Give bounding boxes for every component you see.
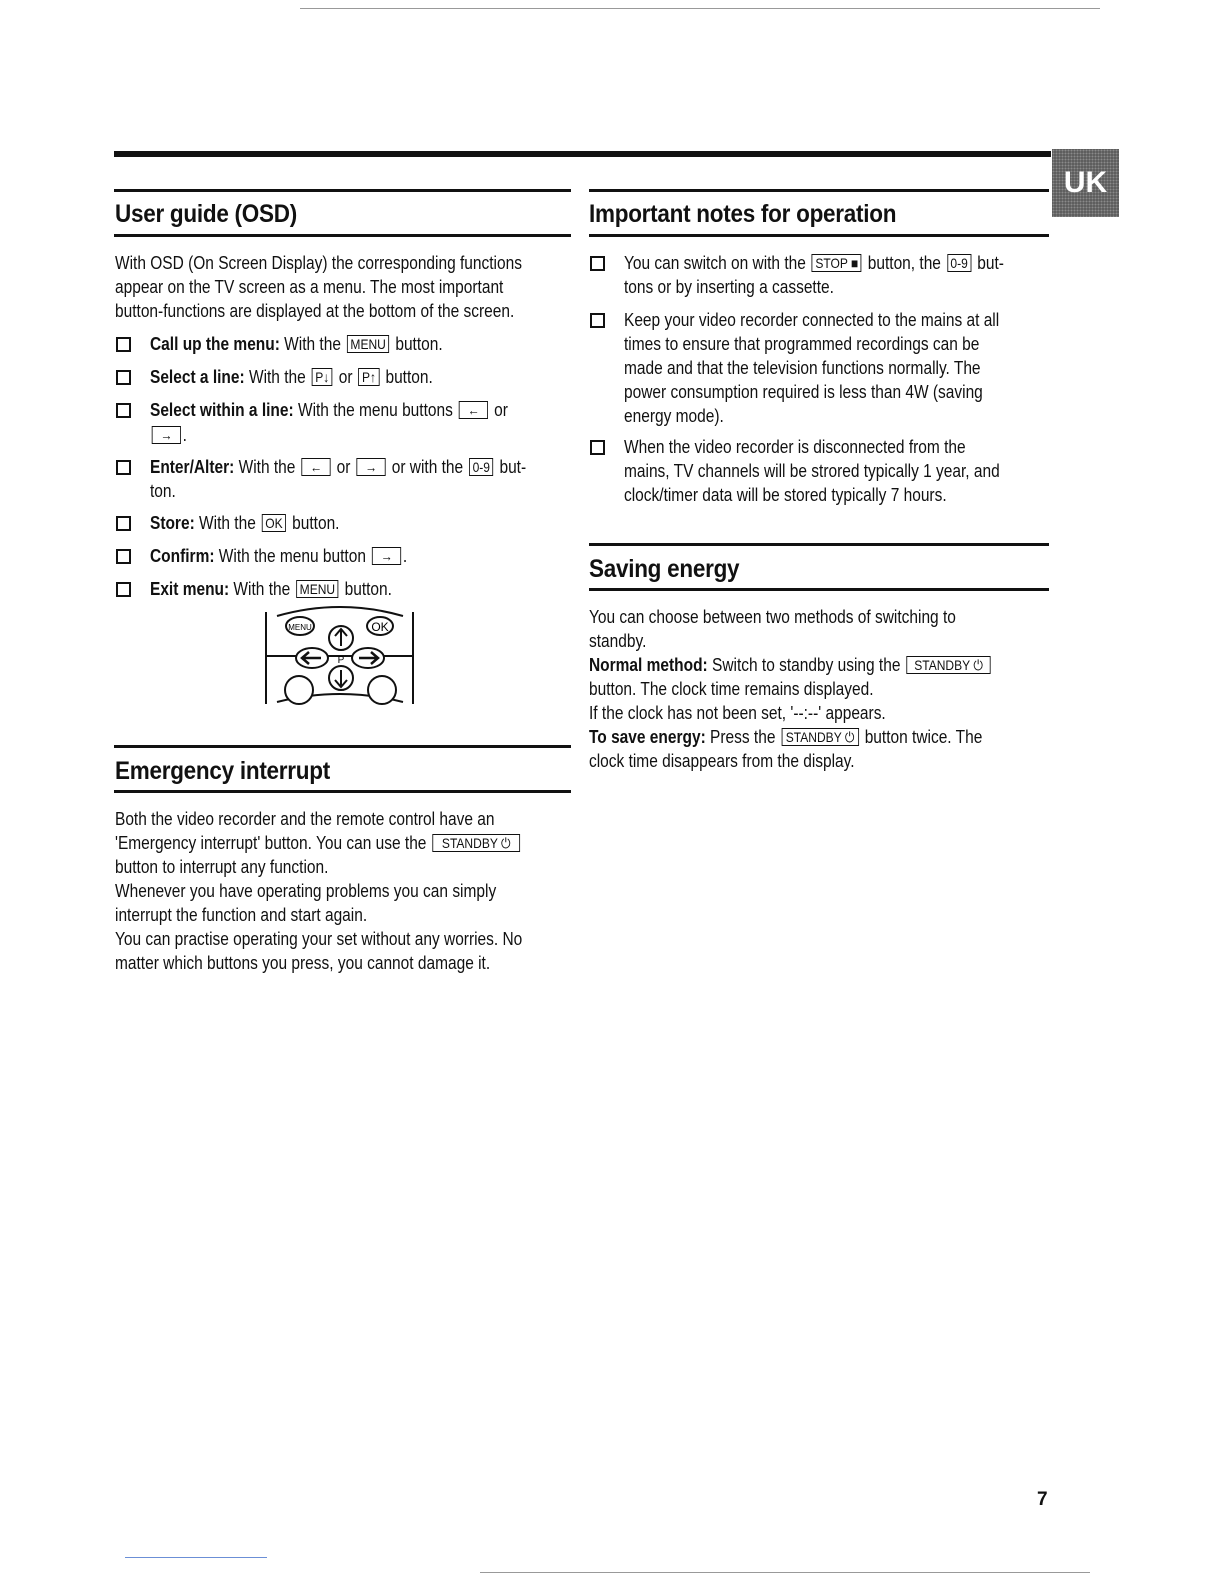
ok-button-icon — [367, 617, 393, 635]
menu-key: MENU — [347, 335, 389, 353]
lower-right-button-icon — [368, 676, 396, 704]
emergency-line-7: matter which buttons you press, you cannot damage it. — [115, 953, 491, 973]
checkbox-bullet — [116, 549, 131, 564]
list-item-exit-menu: Exit menu: With the MENU button. — [150, 579, 392, 599]
list-item-select-within-cont: → . — [150, 423, 187, 447]
important-item-3-line-1: When the video recorder is disconnected from the — [624, 437, 966, 457]
top-rule — [114, 151, 1051, 157]
list-item-confirm: Confirm: With the menu button → . — [150, 546, 408, 566]
checkbox-bullet — [116, 460, 131, 475]
right-arrow-key: → — [152, 426, 181, 444]
scan-underline-blue — [125, 1557, 267, 1558]
digit-keys: 0-9 — [947, 254, 971, 272]
saving-rule-top — [589, 543, 1049, 546]
emergency-line-4: Whenever you have operating problems you can simply — [115, 881, 497, 901]
emergency-line-6: You can practise operating your set without any worries. No — [115, 929, 523, 949]
user-guide-intro-2: appear on the TV screen as a menu. The most important — [115, 277, 504, 297]
emergency-rule-top — [114, 745, 571, 748]
checkbox-bullet — [116, 403, 131, 418]
emergency-line-2: 'Emergency interrupt' button. You can use the STANDBY ⏻ — [115, 831, 522, 855]
list-item-enter-alter-cont: ton. — [150, 481, 176, 501]
list-item-store: Store: With the OK button. — [150, 513, 340, 533]
user-guide-rule-bottom — [114, 234, 571, 237]
right-arrow-icon — [352, 648, 384, 668]
saving-rule-bottom — [589, 588, 1049, 591]
checkbox-bullet — [116, 582, 131, 597]
important-item-3-line-2: mains, TV channels will be strored typically 1 year, and — [624, 461, 1000, 481]
saving-line-4: button. The clock time remains displayed. — [589, 679, 874, 699]
saving-line-3: Normal method: Switch to standby using the STANDBY ⏻ — [589, 653, 992, 677]
saving-line-7: clock time disappears from the display. — [589, 751, 855, 771]
user-guide-intro-1: With OSD (On Screen Display) the corresponding functions — [115, 253, 522, 273]
important-rule-top — [589, 189, 1049, 192]
p-down-key: P↓ — [312, 368, 333, 386]
right-arrow-key: → — [356, 458, 385, 476]
digit-keys: 0-9 — [469, 458, 493, 476]
standby-key: STANDBY ⏻ — [906, 656, 990, 674]
ok-key: OK — [262, 514, 286, 532]
p-label: P — [337, 655, 345, 666]
important-item-1-cont: tons or by inserting a cassette. — [624, 277, 834, 297]
emergency-line-1: Both the video recorder and the remote control have an — [115, 809, 495, 829]
left-arrow-key: ← — [459, 401, 488, 419]
important-item-2-line-1: Keep your video recorder connected to the mains at all — [624, 310, 1000, 330]
emergency-line-5: interrupt the function and start again. — [115, 905, 368, 925]
svg-text:OK: OK — [371, 620, 389, 634]
user-guide-title: User guide (OSD) — [115, 200, 297, 228]
saving-title: Saving energy — [589, 555, 740, 583]
saving-line-6: To save energy: Press the STANDBY ⏻ button twice. The — [589, 727, 983, 747]
saving-line-1: You can choose between two methods of switching to — [589, 607, 956, 627]
standby-key: STANDBY ⏻ — [432, 834, 520, 852]
language-tab: UK — [1052, 149, 1119, 217]
remote-control-illustration — [255, 606, 425, 710]
checkbox-bullet — [590, 256, 605, 271]
menu-button-icon — [286, 617, 314, 635]
important-title: Important notes for operation — [589, 200, 897, 228]
user-guide-rule-top — [114, 189, 571, 192]
checkbox-bullet — [590, 440, 605, 455]
emergency-line-3: button to interrupt any function. — [115, 857, 329, 877]
important-item-2-line-3: made and that the television functions normally. The — [624, 358, 981, 378]
page-number: 7 — [1037, 1489, 1048, 1510]
lower-left-button-icon — [285, 676, 313, 704]
list-item-select-line: Select a line: With the P↓ or P↑ button. — [150, 367, 433, 387]
checkbox-bullet — [590, 313, 605, 328]
checkbox-bullet — [116, 516, 131, 531]
right-arrow-key: → — [372, 547, 401, 565]
saving-line-2: standby. — [589, 631, 647, 651]
scan-line-top — [300, 8, 1100, 9]
menu-key: MENU — [296, 580, 338, 598]
important-item-2-line-4: power consumption required is less than 4W (saving — [624, 382, 983, 402]
important-rule-bottom — [589, 234, 1049, 237]
important-item-3-line-3: clock/timer data will be stored typically 7 hours. — [624, 485, 947, 505]
left-arrow-icon — [296, 648, 328, 668]
p-up-key: P↑ — [359, 368, 380, 386]
left-arrow-key: ← — [301, 458, 330, 476]
scan-line-bottom — [480, 1572, 1090, 1573]
standby-key: STANDBY ⏻ — [781, 728, 858, 746]
important-item-2-line-5: energy mode). — [624, 406, 724, 426]
up-arrow-icon — [329, 626, 353, 650]
checkbox-bullet — [116, 337, 131, 352]
emergency-rule-bottom — [114, 790, 571, 793]
checkbox-bullet — [116, 370, 131, 385]
emergency-title: Emergency interrupt — [115, 757, 330, 785]
important-item-2-line-2: times to ensure that programmed recordings can be — [624, 334, 980, 354]
svg-text:MENU: MENU — [288, 623, 312, 632]
list-item-call-menu: Call up the menu: With the MENU button. — [150, 334, 443, 354]
important-item-1: You can switch on with the STOP ■ button, the 0-9 but- — [624, 253, 1004, 273]
user-guide-intro-3: button-functions are displayed at the bottom of the screen. — [115, 301, 515, 321]
stop-key: STOP ■ — [812, 254, 862, 272]
saving-line-5: If the clock has not been set, '--:--' appears. — [589, 703, 886, 723]
list-item-enter-alter: Enter/Alter: With the ← or → or with the 0-9 but- — [150, 457, 527, 477]
list-item-select-within: Select within a line: With the menu buttons ← or — [150, 400, 508, 420]
down-arrow-icon — [329, 666, 353, 690]
